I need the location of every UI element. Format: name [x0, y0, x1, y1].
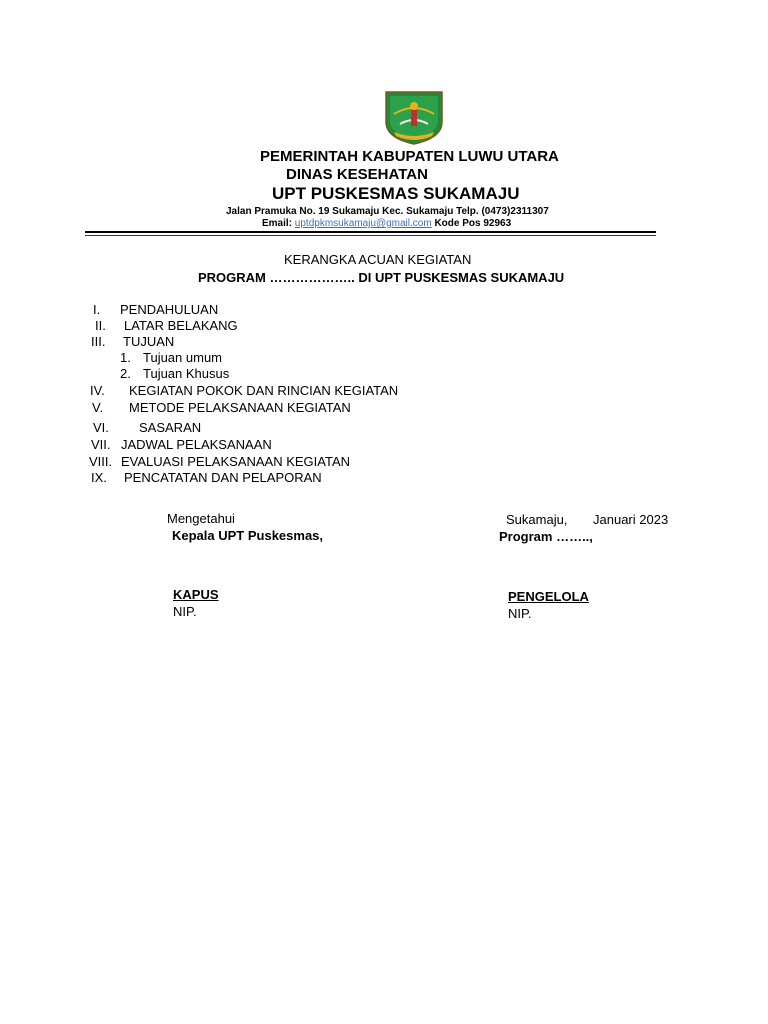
header-institution: UPT PUSKESMAS SUKAMAJU [272, 184, 520, 203]
header-contact [262, 218, 511, 229]
header-government: PEMERINTAH KABUPATEN LUWU UTARA [260, 148, 559, 165]
toc-text: LATAR BELAKANG [124, 318, 238, 333]
sig-right-date: Januari 2023 [593, 512, 669, 527]
header-divider-thin [85, 235, 656, 236]
toc-num: II. [95, 318, 106, 333]
document-title: KERANGKA ACUAN KEGIATAN [284, 252, 472, 267]
sig-right-nip: NIP. [508, 606, 532, 621]
toc-text: Tujuan Khusus [143, 366, 230, 381]
toc-text: METODE PELAKSANAAN KEGIATAN [129, 400, 351, 415]
sig-left-acknowledge: Mengetahui [167, 511, 235, 526]
toc-num: VIII. [89, 454, 113, 469]
toc-num: 1. [120, 350, 131, 365]
toc-num: 2. [120, 366, 131, 381]
toc-text: SASARAN [139, 420, 202, 435]
toc-text: JADWAL PELAKSANAAN [121, 437, 272, 452]
document-subtitle: PROGRAM ……………….. DI UPT PUSKESMAS SUKAMAJU [198, 270, 565, 285]
toc-num: I. [93, 302, 101, 317]
sig-right-position: Program …….., [499, 529, 593, 544]
header-address: Jalan Pramuka No. 19 Sukamaju Kec. Sukamaju Telp. (0473)2311307 [226, 206, 549, 217]
toc-num: IX. [91, 470, 107, 485]
toc-num: VI. [93, 420, 109, 435]
toc-num: V. [92, 400, 104, 415]
email-label: Email: [262, 218, 295, 229]
toc-num: III. [91, 334, 106, 349]
header-divider-thick [85, 231, 656, 233]
header-department: DINAS KESEHATAN [286, 166, 428, 183]
sig-right-place: Sukamaju, [506, 512, 568, 527]
sig-right-name: PENGELOLA [508, 589, 589, 604]
toc-text: PENDAHULUAN [120, 302, 219, 317]
toc-text: KEGIATAN POKOK DAN RINCIAN KEGIATAN [129, 383, 399, 398]
toc-num: IV. [90, 383, 105, 398]
email-link[interactable]: uptdpkmsukamaju@gmail.com [294, 218, 432, 229]
toc-text: PENCATATAN DAN PELAPORAN [124, 470, 322, 485]
toc-num: VII. [91, 437, 111, 452]
toc-text: EVALUASI PELAKSANAAN KEGIATAN [121, 454, 351, 469]
postal-code: Kode Pos 92963 [431, 218, 512, 229]
toc-text: Tujuan umum [143, 350, 222, 365]
sig-left-nip: NIP. [173, 604, 197, 619]
sig-left-name: KAPUS [173, 587, 219, 602]
regency-coat-of-arms-icon [380, 88, 448, 146]
sig-left-position: Kepala UPT Puskesmas, [172, 528, 324, 543]
toc-text: TUJUAN [123, 334, 175, 349]
